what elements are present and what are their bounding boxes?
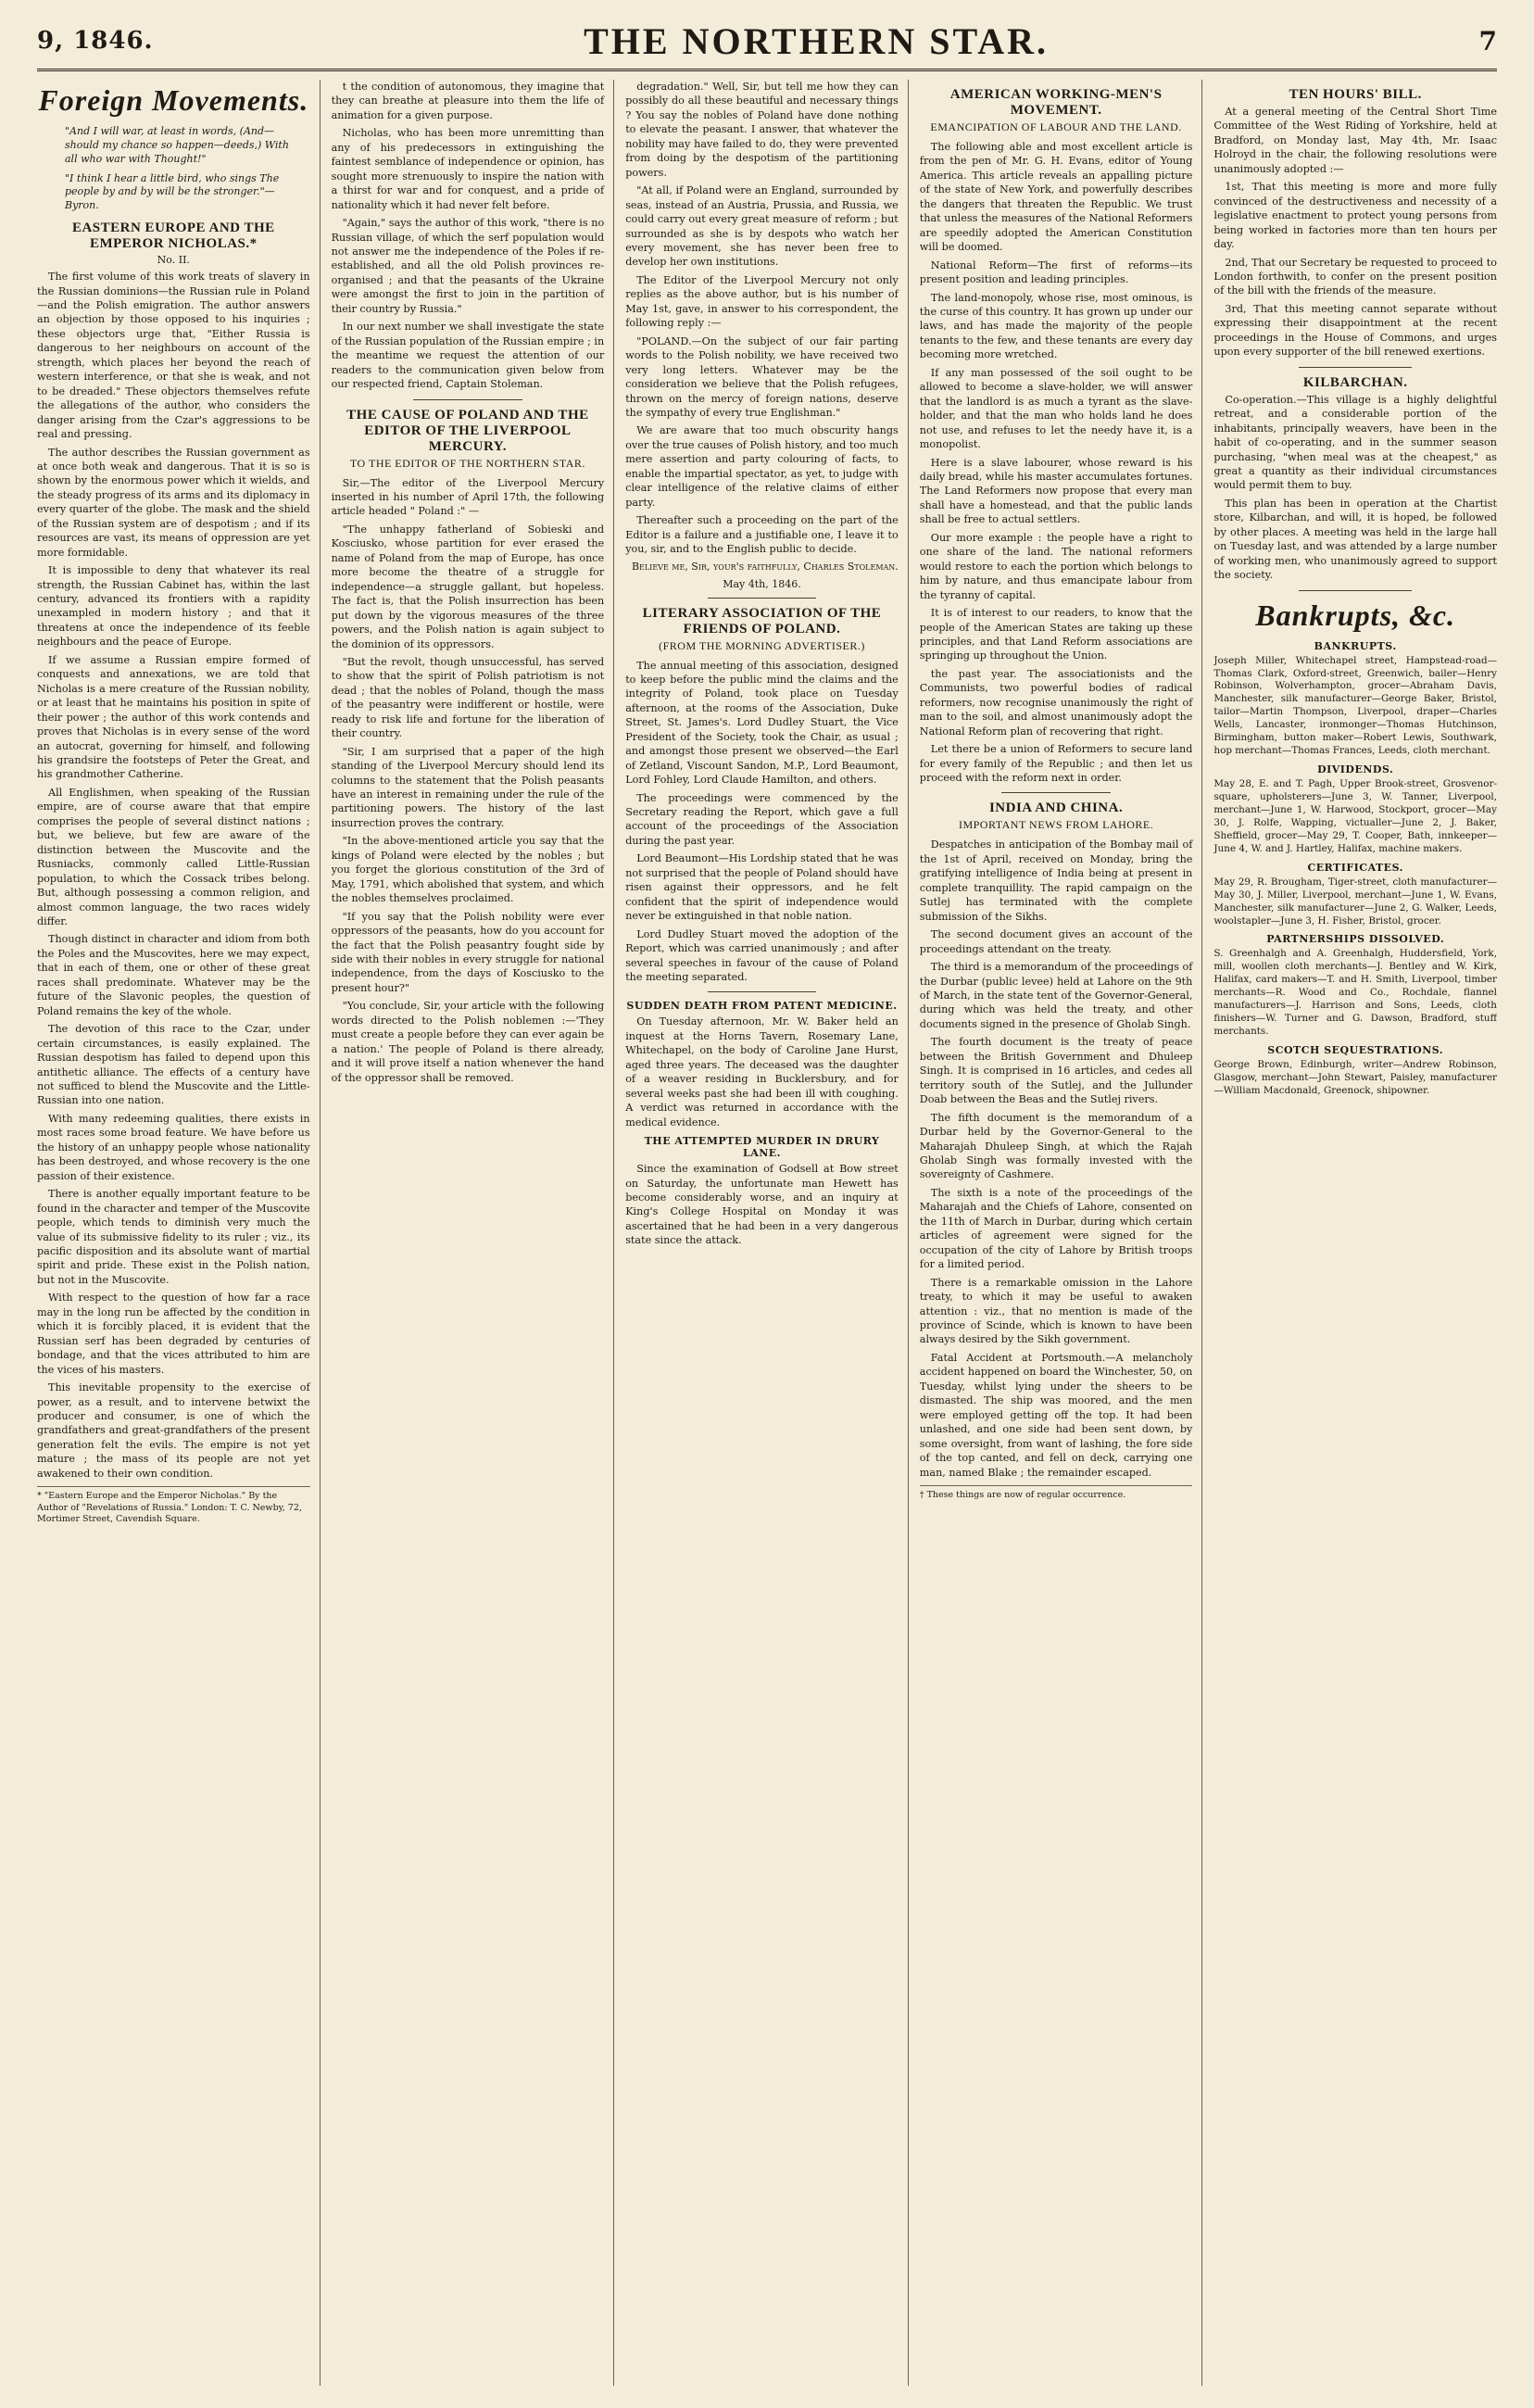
partnerships-list: S. Greenhalgh and A. Greenhalgh, Huddersfield, York, mill, woollen cloth merchants—J. Bentley and W. Kirk, Halifax, card makers—T. and H. Smith, Liverpool, timber merchants—R. Wood and Co., Rochdale, flannel manufacturers—J. Harrison and Sons, Leeds, cloth finishers—W. Turner and G. Dawson, Bradford, stuff merchants.: [1213, 948, 1497, 1038]
issue-date: 9, 1846.: [37, 27, 154, 55]
page-columns: [37, 80, 1497, 2386]
list-title: CERTIFICATES.: [1307, 861, 1403, 874]
list-title: SCOTCH SEQUESTRATIONS.: [1267, 1044, 1444, 1057]
divider: [708, 598, 817, 599]
paragraph: If we assume a Russian empire formed of conquests and annexations, we are told that Nicholas is a mere creature of the Russian nobility, or at least that he maintains his position in spite of their power ; the author of this work contends and proves that Nicholas is in every sense of the word an autocrat, governing for himself, and following his grandsire the footsteps of Peter the Great, and his grandmother Catherine.: [37, 653, 310, 781]
paragraph: This plan has been in operation at the Chartist store, Kilbarchan, and will, it is hoped, be followed by other places. A meeting was held in the large hall on Tuesday last, and was attended by a large number of working men, who unanimously agreed to support the society.: [1213, 497, 1497, 582]
paragraph: The following able and most excellent article is from the pen of Mr. G. H. Evans, editor of Young America. This article reveals an appalling picture of the state of New York, and powerfully describes the dangers that threaten the Republic. We trust that unless the measures of the National Reformers are speedily adopted the American Constitution will be doomed.: [919, 141, 1193, 254]
epigraph-2: "I think I hear a little bird, who sings The people by and by will be the stronger."—Byron.: [65, 171, 280, 212]
article-headline: TEN HOURS' BILL.: [1289, 87, 1422, 102]
paragraph: National Reform—The first of reforms—its present position and leading principles.: [919, 258, 1193, 286]
paragraph: "But the revolt, though unsuccessful, has served to show that the spirit of Polish patriotism is not dead ; that the nobles of Poland, though the mass of the peasantry were indifferent or hostile, were ready to risk life and fortune for the liberation of their country.: [331, 655, 605, 740]
article-headline: AMERICAN WORKING-MEN'S MOVEMENT.: [949, 87, 1163, 118]
footnote: † These things are now of regular occurrence.: [920, 1485, 1193, 1501]
paragraph: Nicholas, who has been more unremitting than any of his predecessors in extinguishing the faintest semblance of independence or opinion, has sought more strenuously to inspire the nation with a thirst for war and for conquest, and a pride of nationality which it had never felt before.: [331, 127, 605, 211]
dividends-list: May 28, E. and T. Pagh, Upper Brook-street, Grosvenor-square, upholsterers—June 3, W. Tanner, Liverpool, merchant—June 1, W. Harwood, Stockport, grocer—May 30, J. Rolfe, Wapping, victualler—June 2, J. Baker, Sheffield, grocer—May 29, T. Cooper, Bath, innkeeper—June 4, W. and J. Hartley, Halifax, machine makers.: [1213, 778, 1497, 854]
brief-title: THE ATTEMPTED MURDER IN DRURY LANE.: [644, 1135, 880, 1160]
paragraph: Though distinct in character and idiom from both the Poles and the Muscovites, here we may expect, that in each of them, one or other of these great races shall predominate. Whatever may be the future of the Slavonic peoples, the question of Poland remains the key of the whole.: [37, 933, 310, 1017]
paragraph: "In the above-mentioned article you say that the kings of Poland were elected by the nobles ; but you forget the glorious constitution of the 3rd of May, 1791, which abolished that system, and which the nobles themselves proclaimed.: [331, 835, 605, 905]
paragraph: the past year. The associationists and the Communists, two powerful bodies of radical reformers, now recognise unanimously the right of man to the soil, and almost unanimously adopt the National Reform plan of recovering that right.: [919, 667, 1193, 738]
paragraph: The third is a memorandum of the proceedings of the Durbar (public levee) held at Lahore on the 9th of March, in the state tent of the Governor-General, during which was held the treaty, and other documents signed in the presence of Gholab Singh.: [919, 961, 1193, 1030]
article-headline: KILBARCHAN.: [1302, 374, 1408, 390]
paragraph: The sixth is a note of the proceedings of the Maharajah and the Chiefs of Lahore, consented on the 11th of March in Durbar, during which certain articles of agreement were signed for the occupation of the city of Lahore by British troops for a limited period.: [919, 1186, 1193, 1271]
paragraph: "You conclude, Sir, your article with the following words directed to the Polish noblemen :—'They must create a people before they can ever again be a nation.' The people of Poland is there already, and it will prove itself a nation whenever the hand of the oppressor shall be removed.: [331, 1000, 605, 1084]
paragraph: t the condition of autonomous, they imagine that they can breathe at pleasure into them the life of animation for a given purpose.: [331, 81, 605, 121]
paragraph: All Englishmen, when speaking of the Russian empire, are of course aware that that empire comprises the people of several distinct nations ; but, we believe, but few are aware of the distinction between the Muscovite and the Rusniacks, commonly called Little-Russian population, to which the Cossack tribes belong. But, although possessing a common religion, and almost common language, the two races widely differ.: [37, 786, 310, 927]
paragraph: Sir,—The editor of the Liverpool Mercury inserted in his number of April 17th, the following article headed " Poland :" —: [331, 476, 605, 518]
paragraph: The Editor of the Liverpool Mercury not only replies as the above author, but is his number of May 1st, gave, in answer to his correspondent, the following reply :—: [625, 273, 899, 330]
paragraph: Co-operation.—This village is a highly delightful retreat, and a considerable portion of the inhabitants, principally weavers, have been in the habit of co-operating, and in the summer season purchasing, "when meal was at the cheapest," as great a quantity as their individual circumstances would permit them to buy.: [1213, 393, 1497, 492]
article-headline: THE CAUSE OF POLAND AND THE EDITOR OF THE LIVERPOOL MERCURY.: [346, 407, 589, 454]
paragraph: The fourth document is the treaty of peace between the British Government and Dhuleep Singh. It is comprised in 16 articles, and cedes all territory south of the Sutlej, and the Jullunder Doab between the Beas and the Sutlej rivers.: [919, 1036, 1193, 1106]
paragraph: "Sir, I am surprised that a paper of the high standing of the Liverpool Mercury should lend its columns to the statement that the Polish peasants have an interest in remaining under the rule of the partitioning powers. The history of the last insurrection proves the contrary.: [331, 745, 605, 829]
newspaper-title: THE NORTHERN STAR.: [584, 19, 1050, 62]
list-title: BANKRUPTS.: [1314, 639, 1397, 652]
paragraph: "If you say that the Polish nobility were ever oppressors of the peasants, how do you account for the fact that the Polish peasantry fought side by side with their nobles in every struggle for national independence, from the days of Kosciusko to the present hour?": [331, 910, 605, 994]
paragraph: We are aware that too much obscurity hangs over the true causes of Polish history, and too much mere assertion and party colouring of facts, to enable the impartial spectator, as yet, to judge with clear intelligence of the relative claims of either party.: [625, 424, 899, 509]
paragraph: With respect to the question of how far a race may in the long run be affected by the condition in which it is forcibly placed, it is evident that the Russian serf has been degraded by centuries of bondage, and that the vices attributed to him are the vices of his masters.: [37, 1292, 310, 1376]
divider: [1299, 590, 1412, 591]
masthead: [37, 17, 1497, 65]
certificates-list: May 29, R. Brougham, Tiger-street, cloth manufacturer—May 30, J. Miller, Liverpool, merchant—June 1, W. Evans, Manchester, silk manufacturer—June 2, G. Walker, Leeds, woolstapler—June 3, H. Fisher, Bristol, grocer.: [1213, 876, 1497, 927]
article-number: No. II.: [157, 254, 190, 267]
salutation: TO THE EDITOR OF THE NORTHERN STAR.: [349, 456, 585, 470]
paragraph: 3rd, That this meeting cannot separate without expressing their disappointment at the recent proceedings in the House of Commons, and urges upon every supporter of the bill renewed exertions.: [1213, 302, 1497, 359]
paragraph: Lord Dudley Stuart moved the adoption of the Report, which was carried unanimously ; and after several speeches in favour of the cause of Poland the meeting separated.: [625, 927, 899, 984]
paragraph: Thereafter such a proceeding on the part of the Editor is a failure and a justifiable one, I leave it to you, sir, and to the English public to decide.: [625, 514, 899, 556]
paragraph: The land-monopoly, whose rise, most ominous, is the curse of this country. It has grown up under our laws, and has made the majority of the people tenants to the few, and these tenants are every day becoming more wretched.: [919, 291, 1193, 361]
paragraph: Despatches in anticipation of the Bombay mail of the 1st of April, received on Monday, bring the gratifying intelligence of India being at present in complete tranquillity. The rapid campaign on the Sutlej has terminated with the complete submission of the Sikhs.: [919, 838, 1193, 923]
divider: [1299, 367, 1412, 368]
paragraph: The first volume of this work treats of slavery in the Russian dominions—the Russian rule in Poland—and the Polish emigration. The author answers an objection by those opposed to his inquiries ; these objectors urge that, "Either Russia is dangerous to her neighbours on account of the strength, which places her beyond the reach of western interference, or that she is weak, and not to be dreaded." These objectors themselves refute the allegations of the author, who considers the danger arising from the Czar's aggressions to be real and pressing.: [37, 271, 310, 441]
article-subhead: EMANCIPATION OF LABOUR AND THE LAND.: [930, 120, 1182, 133]
divider: [1001, 792, 1111, 793]
paragraph: "POLAND.—On the subject of our fair parting words to the Polish nobility, we have received two very long letters. Whatever may be the consideration we believe that the Polish refugees, thrown on the mercy of foreign nations, deserve the sympathy of every true Englishman.": [625, 334, 899, 419]
article-source: (FROM THE MORNING ADVERTISER.): [659, 638, 865, 652]
paragraph: It is of interest to our readers, to know that the people of the American States are taking up these principles, and that Land Reform associations are springing up throughout the Union.: [919, 607, 1193, 662]
paragraph: If any man possessed of the soil ought to be allowed to become a slave-holder, we will answer that the landlord is as much a tyrant as the slave-holder, and that the man who holds land he does not use, and refuses to let the needy have it, is a monopolist.: [919, 366, 1193, 451]
epigraph-1: "And I will war, at least in words, (And—should my chance so happen—deeds,) With all who war with Thought!": [65, 125, 289, 165]
divider: [708, 991, 817, 992]
paragraph: Let there be a union of Reformers to secure land for every family of the Republic ; and then let us proceed with the reform next in order.: [919, 743, 1193, 785]
paragraph: With many redeeming qualities, there exists in most races some broad feature. We have before us the history of an unhappy people whose nationality has been destroyed, and whose recovery is the one passion of their existence.: [37, 1112, 310, 1182]
paragraph: The second document gives an account of the proceedings attendant on the treaty.: [919, 928, 1193, 955]
footnote: * "Eastern Europe and the Emperor Nicholas." By the Author of "Revelations of Russia." London: T. C. Newby, 72, Mortimer Street, Cavendish Square.: [37, 1486, 310, 1525]
section-title-bankrupts: Bankrupts, &c.: [1255, 598, 1456, 632]
article-headline: LITERARY ASSOCIATION OF THE FRIENDS OF POLAND.: [642, 605, 882, 637]
column-4: [920, 80, 1203, 2386]
paragraph: In our next number we shall investigate the state of the Russian population of the Russian empire ; in the meantime we request the attention of our readers to the communication given below from our respected friend, Captain Stoleman.: [331, 321, 605, 391]
list-title: PARTNERSHIPS DISSOLVED.: [1266, 933, 1445, 946]
masthead-rule: [37, 69, 1497, 71]
paragraph: "The unhappy fatherland of Sobieski and Kosciusko, whose partition for ever erased the name of Poland from the map of Europe, has once more become the theatre of a struggle for independence—a struggle gallant, but hopeless. The fact is, that the Polish insurrection has been put down by the vigorous measures of the three powers, and the Polish nation is again subject to the dominion of its oppressors.: [331, 523, 605, 650]
bankrupts-list: Joseph Miller, Whitechapel street, Hampstead-road—Thomas Clark, Oxford-street, Greenwich, bailer—Henry Robinson, Wolverhampton, grocer—Abraham Davis, Manchester, silk manufacturer—George Baker, Bristol, tailor—Martin Thompson, Liverpool, draper—Charles Wells, Lancaster, ironmonger—Thomas Hutchinson, Birmingham, button maker—Robert Lewis, Southwark, hop merchant—Thomas Frances, Leeds, cloth merchant.: [1213, 654, 1497, 757]
paragraph: On Tuesday afternoon, Mr. W. Baker held an inquest at the Horns Tavern, Rosemary Lane, Whitechapel, on the body of Caroline Jane Hurst, aged three years. The deceased was the daughter of a weaver residing in Bucklersbury, and for several weeks past she had been ill with coughing. A verdict was returned in accordance with the medical evidence.: [625, 1015, 899, 1128]
paragraph: "Again," says the author of this work, "there is no Russian village, of which the serf population would not answer me the independence of the Poles if re-established, and all the old Polish provinces re-organised ; and that the peasants of the Ukraine were amongst the first to join in the partition of their country by Russia.": [331, 217, 605, 315]
article-headline: INDIA AND CHINA.: [988, 801, 1124, 816]
article-headline: EASTERN EUROPE AND THE EMPEROR NICHOLAS.*: [71, 221, 275, 252]
paragraph: Since the examination of Godsell at Bow street on Saturday, the unfortunate man Hewett has become considerably worse, and an inquiry at King's College Hospital on Monday it was ascertained that he had been in a very dangerous state since the attack.: [625, 1163, 899, 1247]
paragraph: There is another equally important feature to be found in the character and temper of the Muscovite people, which tends to diminish very much the value of its submissive fidelity to its ruler ; viz., its pacific disposition and its absolute want of martial spirit and pride. These exist in the Polish nation, but not in the Muscovite.: [37, 1188, 310, 1286]
paragraph: Fatal Accident at Portsmouth.—A melancholy accident happened on board the Winchester, 50, on Tuesday, whilst lying under the sheers to be dismasted. The ship was moored, and the men were employed getting off the top. It had been unlashed, and one side had been sent down, by some oversight, from want of lashing, the fore side of the top canted, and fell on deck, carrying one man, named Blake ; the remainder escaped.: [919, 1351, 1193, 1479]
divider: [413, 399, 522, 400]
paragraph: This inevitable propensity to the exercise of power, as a result, and to intervene betwixt the producer and consumer, is one of which the grandfathers and great-grandfathers of the present generation felt the evils. The empire is not yet mature ; the mass of its people are not yet awakened to their own condition.: [37, 1381, 310, 1480]
paragraph: Lord Beaumont—His Lordship stated that he was not surprised that the people of Poland should have risen against their oppressors, and he felt confident that the spirit of independence would never be extinguished in that noble nation.: [625, 852, 899, 923]
scotch-sequestrations-list: George Brown, Edinburgh, writer—Andrew Robinson, Glasgow, merchant—John Stewart, Paisley, manufacturer—William Macdonald, Greenock, shipowner.: [1213, 1059, 1497, 1096]
paragraph: The fifth document is the memorandum of a Durbar held by the Governor-General to the Maharajah Dhuleep Singh, at which the Rajah Gholab Singh was formally invested with the sovereignty of Cashmere.: [919, 1111, 1193, 1181]
column-5: [1213, 80, 1497, 2386]
paragraph: 2nd, That our Secretary be requested to proceed to London forthwith, to confer on the present position of the bill with the friends of the measure.: [1213, 256, 1497, 297]
paragraph: The proceedings were commenced by the Secretary reading the Report, which gave a full account of the proceedings of the Association during the past year.: [625, 791, 899, 847]
paragraph: It is impossible to deny that whatever its real strength, the Russian Cabinet has, within the last century, advanced its frontiers with a rapidity unexampled in modern history ; and that it threatens at once the independence of its feeble neighbours and the peace of Europe.: [37, 564, 310, 649]
column-1: [37, 80, 321, 2386]
paragraph: The devotion of this race to the Czar, under certain circumstances, is easily explained. The Russian despotism has failed to depend upon this antithetic alliance. The effects of a century have not sufficed to blend the Muscovite and the Little-Russian into one nation.: [37, 1023, 310, 1107]
paragraph: Our more example : the people have a right to one share of the land. The national reformers would restore to each the portion which belongs to him by nature, and thus emancipate labour from the tyranny of capital.: [919, 531, 1193, 601]
paragraph: "At all, if Poland were an England, surrounded by seas, instead of an Austria, Prussia, and Russia, we could carry out every great measure of reform ; but surrounded as she is by despots who watch her every movement, she has never been free to develop her own institutions.: [625, 184, 899, 269]
column-3: [625, 80, 909, 2386]
list-title: DIVIDENDS.: [1317, 763, 1394, 776]
paragraph: There is a remarkable omission in the Lahore treaty, to which it may be useful to awaken attention : viz., that no mention is made of the province of Scinde, which is known to have been always desired by the Sikh government.: [919, 1276, 1193, 1346]
section-title-foreign-movements: Foreign Movements.: [38, 83, 309, 117]
paragraph: The author describes the Russian government as at once both weak and dangerous. That it is so is shown by the enormous power which it wields, and the steady progress of its arms and its diplomacy in every quarter of the globe. The mask and the shield of the Russian system are of despotism ; and if its resources are vast, its means of oppression are yet more formidable.: [37, 446, 310, 559]
page-number: 7: [1478, 25, 1497, 57]
paragraph: 1st, That this meeting is more and more fully convinced of the destructiveness and necessity of a legislative enactment to protect young persons from being worked in factories more than ten hours per day.: [1213, 181, 1497, 251]
paragraph: At a general meeting of the Central Short Time Committee of the West Riding of Yorkshire, held at Bradford, on Monday last, May 4th, Mr. Isaac Holroyd in the chair, the following resolutions were unanimously adopted :—: [1213, 106, 1497, 175]
letter-date: May 4th, 1846.: [723, 577, 801, 590]
paragraph: The annual meeting of this association, designed to keep before the public mind the claims and the integrity of Poland, took place on Tuesday afternoon, at the rooms of the Association, Duke Street, St. James's. Lord Dudley Stuart, the Vice President of the Society, took the Chair, as usual ; and amongst those present we observed—the Earl of Zetland, Viscount Sandon, M.P., Lord Beaumont, Lord Fohley, Lord Claude Hamilton, and others.: [625, 659, 899, 787]
brief-title: SUDDEN DEATH FROM PATENT MEDICINE.: [626, 1000, 898, 1013]
letter-signature: Believe me, Sir, your's faithfully, Charles Stoleman.: [631, 560, 899, 573]
column-2: [332, 80, 615, 2386]
article-subhead: IMPORTANT NEWS FROM LAHORE.: [958, 818, 1154, 832]
paragraph: degradation." Well, Sir, but tell me how they can possibly do all these beautiful and necessary things ? You say the nobles of Poland have done nothing to elevate the peasant. I answer, that whatever the nobility may have failed to do, they were prevented from doing by the despotism of the partitioning powers.: [625, 81, 899, 179]
paragraph: Here is a slave labourer, whose reward is his daily bread, while his master accumulates fortunes. The Land Reformers now propose that every man shall have a homestead, and that the public lands shall be free to actual settlers.: [919, 456, 1193, 526]
